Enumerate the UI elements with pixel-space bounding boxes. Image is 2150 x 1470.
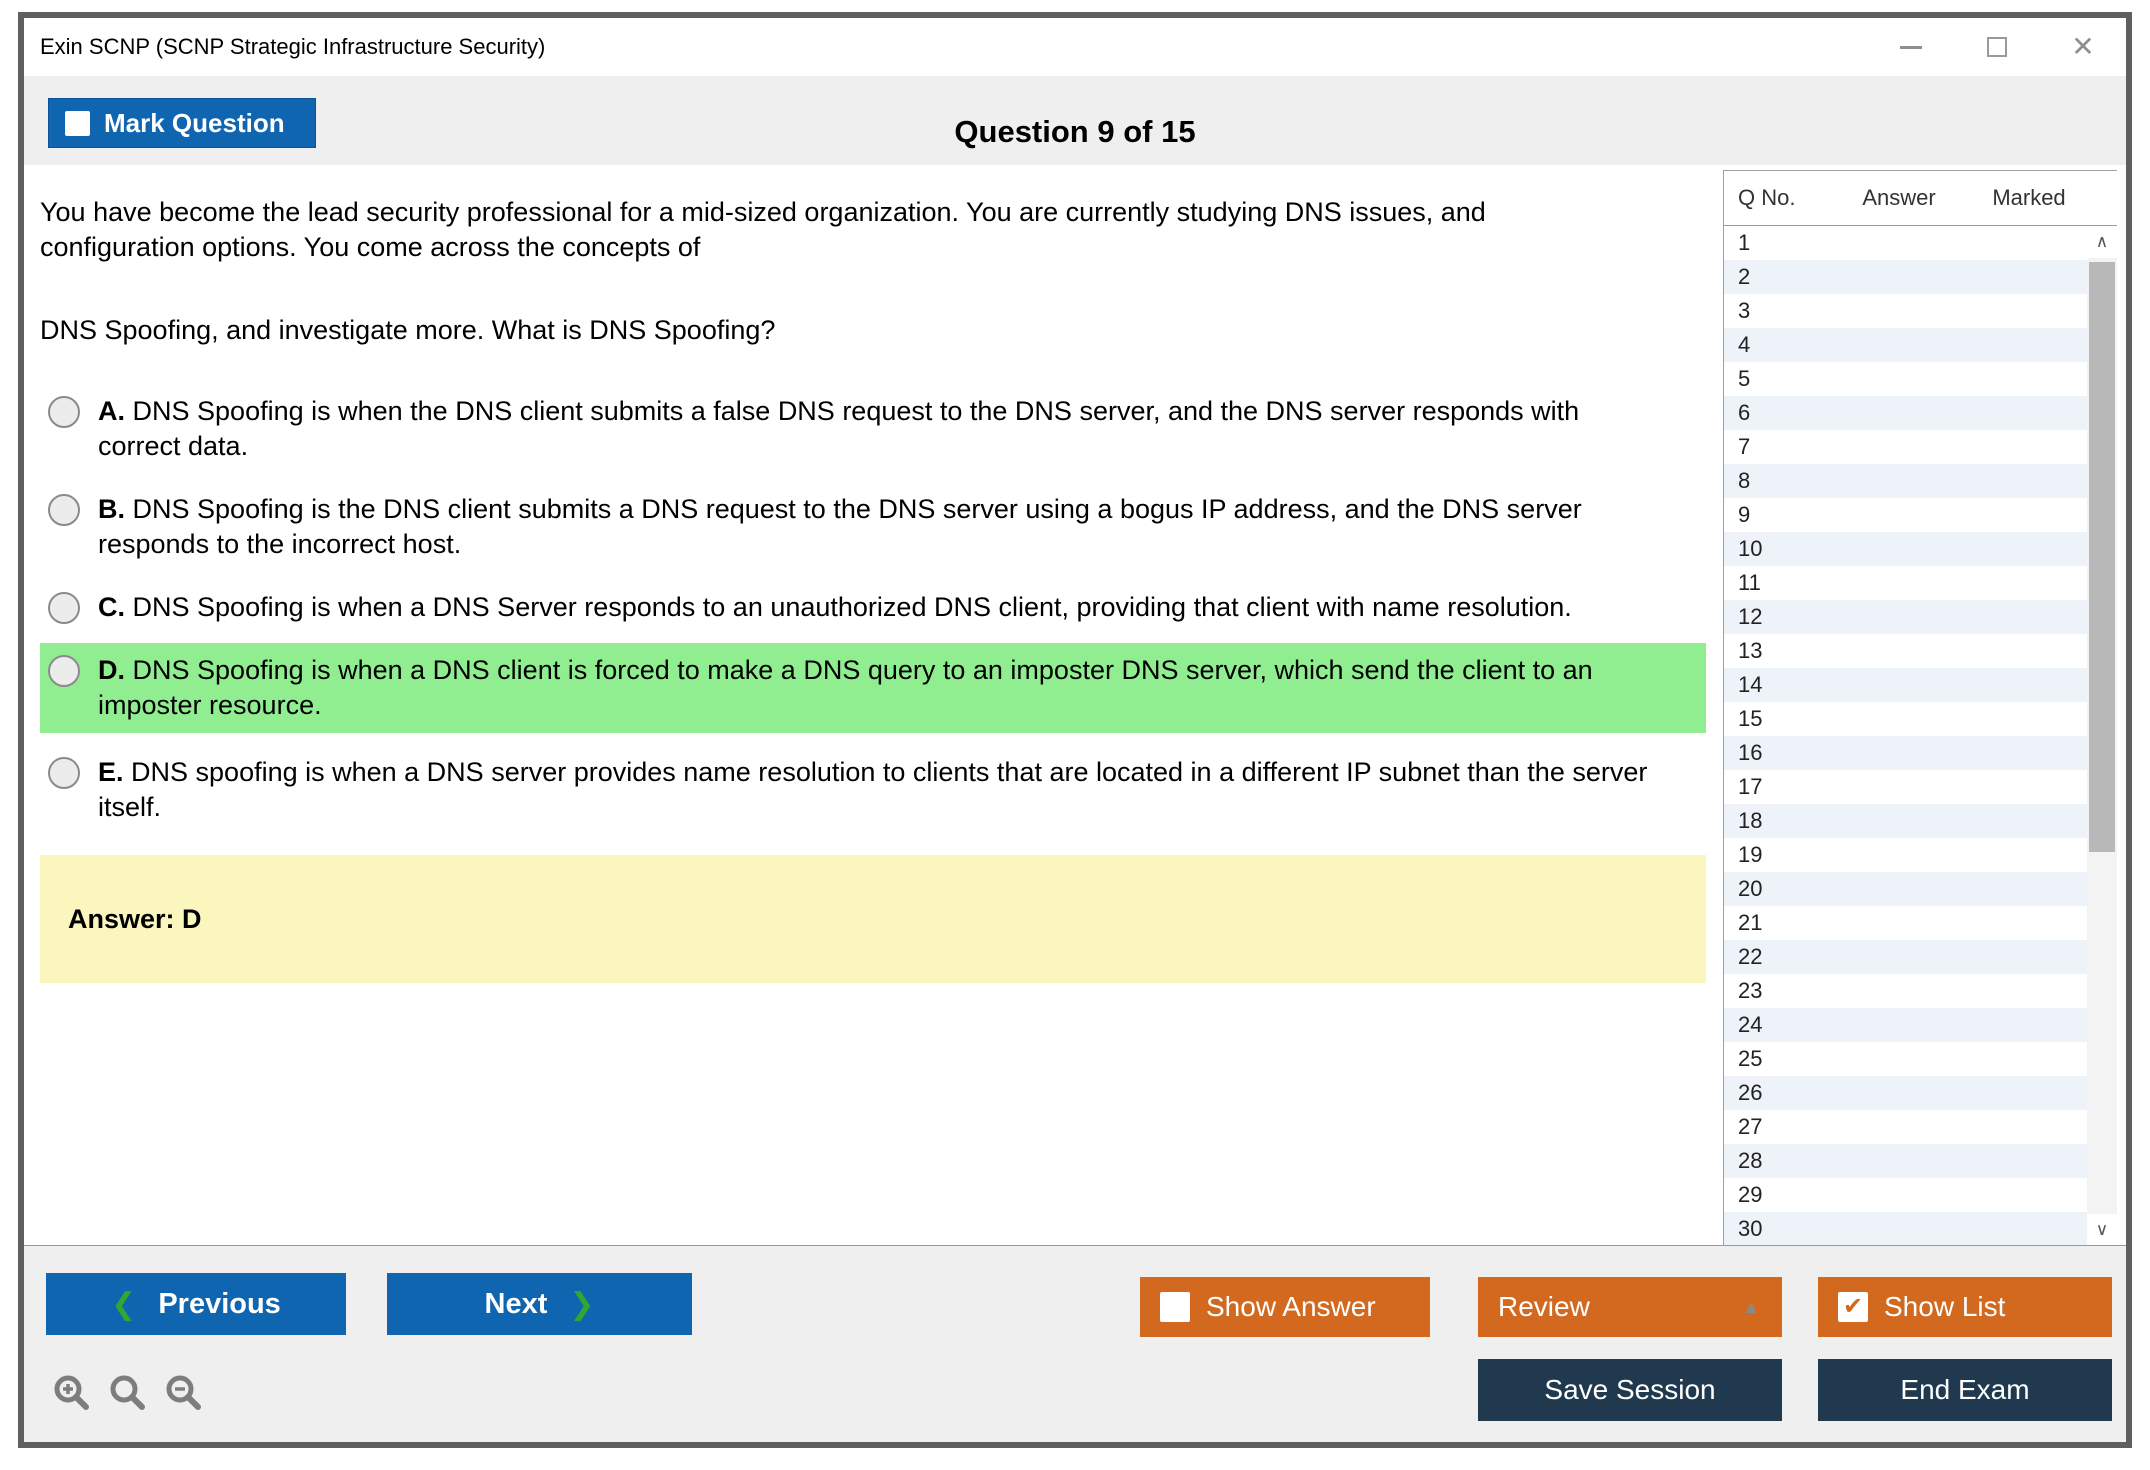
row-marked — [1964, 1076, 2084, 1110]
answer-option[interactable] — [40, 745, 1706, 835]
option-body: DNS Spoofing is when a DNS client is forced to make a DNS query to an imposter DNS server, which send the client to an imposter resource. — [98, 655, 1593, 720]
row-question-number: 13 — [1738, 638, 1763, 663]
option-letter: D. — [98, 655, 125, 685]
row-answer — [1834, 328, 1964, 362]
show-answer-label: Show Answer — [1206, 1291, 1376, 1322]
question-list-row[interactable] — [1724, 464, 2117, 498]
footer-bar — [24, 1245, 2126, 1442]
row-answer — [1834, 600, 1964, 634]
header-band — [24, 76, 2126, 165]
exam-window — [18, 12, 2132, 1448]
row-answer — [1834, 634, 1964, 668]
option-letter: C. — [98, 592, 125, 622]
answer-box — [40, 855, 1706, 983]
checkmark-icon: ✔ — [1842, 1293, 1864, 1320]
answer-option[interactable] — [40, 482, 1706, 572]
show-answer-checkbox[interactable] — [1160, 1292, 1190, 1322]
row-marked — [1964, 430, 2084, 464]
row-answer — [1834, 668, 1964, 702]
window-title: Exin SCNP (SCNP Strategic Infrastructure Security) — [40, 34, 546, 59]
option-text — [98, 653, 1658, 723]
zoom-reset-icon[interactable] — [108, 1374, 148, 1414]
option-text — [98, 492, 1658, 562]
question-list-row[interactable] — [1724, 1042, 2117, 1076]
row-marked — [1964, 226, 2084, 260]
row-marked — [1964, 1042, 2084, 1076]
row-marked — [1964, 872, 2084, 906]
option-body: DNS Spoofing is the DNS client submits a DNS request to the DNS server using a bogus IP address, and the DNS server responds to the incorrect host. — [98, 494, 1582, 559]
row-answer — [1834, 566, 1964, 600]
previous-label: Previous — [158, 1287, 281, 1320]
row-answer — [1834, 1178, 1964, 1212]
row-answer — [1834, 906, 1964, 940]
question-list-row[interactable] — [1724, 974, 2117, 1008]
question-list-row[interactable] — [1724, 532, 2117, 566]
question-list-row[interactable] — [1724, 940, 2117, 974]
row-question-number: 18 — [1738, 808, 1763, 833]
save-session-button[interactable] — [1478, 1359, 1782, 1421]
collapse-arrow-icon: ▲ — [1742, 1297, 1760, 1317]
row-marked — [1964, 260, 2084, 294]
row-answer — [1834, 1076, 1964, 1110]
question-text-line1: You have become the lead security professional for a mid-sized organization. You are currently studying DNS issues, and — [40, 197, 1486, 227]
row-answer — [1834, 736, 1964, 770]
question-list-row[interactable] — [1724, 260, 2117, 294]
option-letter: B. — [98, 494, 125, 524]
question-list-row[interactable] — [1724, 294, 2117, 328]
review-label: Review — [1498, 1291, 1590, 1322]
show-answer-button[interactable] — [1140, 1277, 1430, 1337]
sidebar-rows — [1724, 226, 2117, 1246]
radio-button[interactable] — [48, 396, 80, 428]
answer-option[interactable] — [40, 643, 1706, 733]
radio-button[interactable] — [48, 494, 80, 526]
option-text — [98, 394, 1658, 464]
title-bar — [24, 18, 2126, 76]
row-question-number: 22 — [1738, 944, 1763, 969]
next-button[interactable] — [387, 1273, 692, 1335]
row-question-number: 20 — [1738, 876, 1763, 901]
previous-button[interactable] — [46, 1273, 346, 1335]
minimize-button[interactable] — [1894, 30, 1928, 64]
show-list-button[interactable] — [1818, 1277, 2112, 1337]
question-list-row[interactable] — [1724, 906, 2117, 940]
scrollbar-thumb[interactable] — [2089, 262, 2115, 852]
radio-button[interactable] — [48, 655, 80, 687]
scrollbar-down-arrow-icon[interactable]: ∨ — [2087, 1214, 2117, 1246]
row-answer — [1834, 1042, 1964, 1076]
answer-option[interactable] — [40, 384, 1706, 474]
question-list-row[interactable] — [1724, 872, 2117, 906]
column-header-qno: Q No. — [1738, 185, 1796, 210]
review-button[interactable] — [1478, 1277, 1782, 1337]
row-question-number: 7 — [1738, 434, 1751, 459]
row-question-number: 4 — [1738, 332, 1751, 357]
row-question-number: 28 — [1738, 1148, 1763, 1173]
question-list-row[interactable] — [1724, 226, 2117, 260]
row-answer — [1834, 1212, 1964, 1246]
row-marked — [1964, 464, 2084, 498]
row-question-number: 14 — [1738, 672, 1763, 697]
question-counter: Question 9 of 15 — [954, 114, 1196, 149]
question-list-row[interactable] — [1724, 566, 2117, 600]
row-question-number: 11 — [1738, 570, 1761, 595]
question-text-line2: configuration options. You come across the concepts of — [40, 232, 701, 262]
question-list-row[interactable] — [1724, 668, 2117, 702]
save-session-label: Save Session — [1544, 1374, 1716, 1405]
row-question-number: 15 — [1738, 706, 1763, 731]
row-answer — [1834, 294, 1964, 328]
row-answer — [1834, 260, 1964, 294]
question-list-sidebar — [1723, 170, 2117, 1245]
question-list-row[interactable] — [1724, 1144, 2117, 1178]
question-list-row[interactable] — [1724, 328, 2117, 362]
question-list-row[interactable] — [1724, 804, 2117, 838]
row-marked — [1964, 362, 2084, 396]
row-marked — [1964, 532, 2084, 566]
option-body: DNS Spoofing is when a DNS Server responds to an unauthorized DNS client, providing that client with name resolution. — [132, 592, 1572, 622]
row-question-number: 10 — [1738, 536, 1763, 561]
row-marked — [1964, 498, 2084, 532]
minimize-icon — [1900, 46, 1922, 49]
option-text — [98, 755, 1658, 825]
show-list-label: Show List — [1884, 1291, 2006, 1322]
question-list-row[interactable] — [1724, 770, 2117, 804]
row-marked — [1964, 770, 2084, 804]
end-exam-label: End Exam — [1900, 1374, 2030, 1405]
row-question-number: 12 — [1738, 604, 1763, 629]
chevron-left-icon: ❮ — [111, 1287, 137, 1321]
row-answer — [1834, 1110, 1964, 1144]
zoom-toolbar — [52, 1374, 204, 1414]
column-header-answer: Answer — [1862, 185, 1936, 210]
option-letter: A. — [98, 396, 125, 426]
content-area — [24, 165, 2126, 1245]
sidebar-header-row — [1724, 171, 2117, 226]
radio-button[interactable] — [48, 757, 80, 789]
question-list-row[interactable] — [1724, 702, 2117, 736]
row-marked — [1964, 702, 2084, 736]
row-question-number: 26 — [1738, 1080, 1763, 1105]
row-answer — [1834, 770, 1964, 804]
row-question-number: 29 — [1738, 1182, 1763, 1207]
row-question-number: 25 — [1738, 1046, 1763, 1071]
question-list-row[interactable] — [1724, 1008, 2117, 1042]
row-question-number: 24 — [1738, 1012, 1763, 1037]
question-list-row[interactable] — [1724, 362, 2117, 396]
chevron-right-icon: ❯ — [569, 1287, 595, 1321]
row-answer — [1834, 362, 1964, 396]
option-body: DNS spoofing is when a DNS server provides name resolution to clients that are located in a different IP subnet than the server itself. — [98, 757, 1648, 822]
question-panel — [24, 165, 1723, 1245]
question-list-row[interactable] — [1724, 838, 2117, 872]
row-question-number: 6 — [1738, 400, 1751, 425]
column-header-marked: Marked — [1992, 185, 2066, 210]
row-marked — [1964, 1008, 2084, 1042]
row-question-number: 3 — [1738, 298, 1751, 323]
sidebar-scrollbar[interactable] — [2087, 226, 2117, 1246]
row-question-number: 2 — [1738, 264, 1751, 289]
row-marked — [1964, 396, 2084, 430]
question-list-row[interactable] — [1724, 736, 2117, 770]
options-list — [40, 384, 1723, 835]
row-question-number: 21 — [1738, 910, 1763, 935]
option-letter: E. — [98, 757, 124, 787]
row-marked — [1964, 1212, 2084, 1246]
question-list-row[interactable] — [1724, 1110, 2117, 1144]
row-marked — [1964, 838, 2084, 872]
row-marked — [1964, 1144, 2084, 1178]
question-list-row[interactable] — [1724, 498, 2117, 532]
row-answer — [1834, 532, 1964, 566]
radio-button[interactable] — [48, 592, 80, 624]
row-answer — [1834, 396, 1964, 430]
row-question-number: 19 — [1738, 842, 1763, 867]
zoom-out-icon[interactable] — [164, 1374, 204, 1414]
maximize-icon — [1987, 37, 2007, 57]
question-text-line3: DNS Spoofing, and investigate more. What is DNS Spoofing? — [40, 315, 776, 345]
row-marked — [1964, 600, 2084, 634]
row-answer — [1834, 804, 1964, 838]
row-marked — [1964, 906, 2084, 940]
row-question-number: 27 — [1738, 1114, 1763, 1139]
mark-question-label: Mark Question — [104, 107, 285, 138]
row-answer — [1834, 940, 1964, 974]
row-answer — [1834, 872, 1964, 906]
question-list-row[interactable] — [1724, 1212, 2117, 1246]
row-question-number: 30 — [1738, 1216, 1763, 1241]
row-answer — [1834, 430, 1964, 464]
row-answer — [1834, 1008, 1964, 1042]
row-marked — [1964, 1110, 2084, 1144]
maximize-button[interactable] — [1980, 30, 2014, 64]
question-list-row[interactable] — [1724, 600, 2117, 634]
question-list-row[interactable] — [1724, 1178, 2117, 1212]
row-marked — [1964, 566, 2084, 600]
row-marked — [1964, 294, 2084, 328]
row-answer — [1834, 702, 1964, 736]
close-icon: ✕ — [2071, 31, 2095, 62]
zoom-in-icon[interactable] — [52, 1374, 92, 1414]
row-marked — [1964, 804, 2084, 838]
row-question-number: 9 — [1738, 502, 1751, 527]
option-text — [98, 590, 1572, 625]
close-button[interactable] — [2066, 30, 2100, 64]
row-marked — [1964, 736, 2084, 770]
next-label: Next — [484, 1287, 548, 1320]
row-marked — [1964, 668, 2084, 702]
row-question-number: 16 — [1738, 740, 1763, 765]
end-exam-button[interactable] — [1818, 1359, 2112, 1421]
row-answer — [1834, 838, 1964, 872]
row-answer — [1834, 464, 1964, 498]
row-marked — [1964, 634, 2084, 668]
scrollbar-up-arrow-icon[interactable]: ∧ — [2087, 226, 2117, 258]
question-list-row[interactable] — [1724, 396, 2117, 430]
row-answer — [1834, 1144, 1964, 1178]
option-body: DNS Spoofing is when the DNS client submits a false DNS request to the DNS server, and the DNS server responds with correct data. — [98, 396, 1580, 461]
row-answer — [1834, 974, 1964, 1008]
question-list-row[interactable] — [1724, 1076, 2117, 1110]
question-list-row[interactable] — [1724, 430, 2117, 464]
answer-label: Answer: D — [68, 903, 202, 934]
row-marked — [1964, 328, 2084, 362]
row-answer — [1834, 226, 1964, 260]
row-marked — [1964, 974, 2084, 1008]
row-marked — [1964, 1178, 2084, 1212]
answer-option[interactable] — [40, 580, 1706, 635]
row-question-number: 1 — [1738, 230, 1751, 255]
question-list-row[interactable] — [1724, 634, 2117, 668]
row-question-number: 17 — [1738, 774, 1763, 799]
row-question-number: 8 — [1738, 468, 1751, 493]
show-list-checkbox[interactable] — [1838, 1292, 1868, 1322]
row-question-number: 5 — [1738, 366, 1751, 391]
row-answer — [1834, 498, 1964, 532]
row-question-number: 23 — [1738, 978, 1763, 1003]
row-marked — [1964, 940, 2084, 974]
